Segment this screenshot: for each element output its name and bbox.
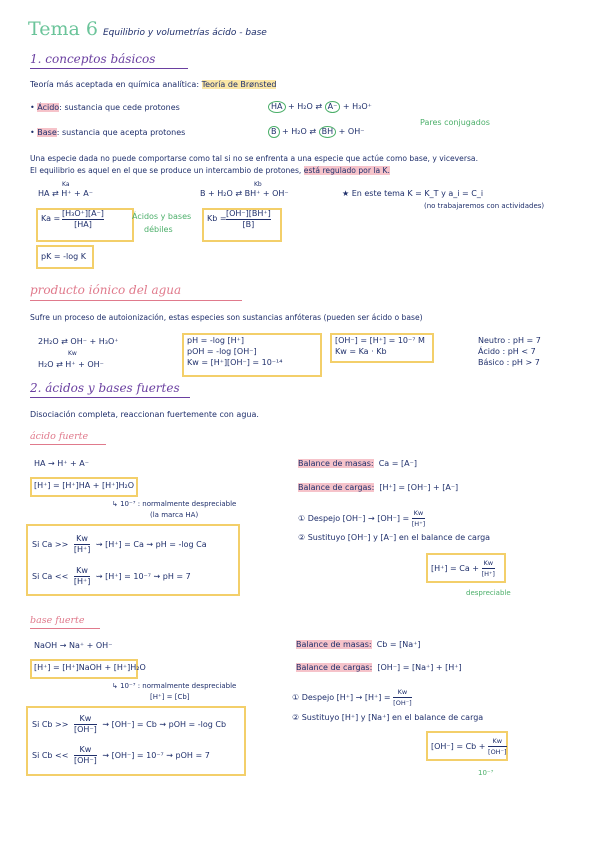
heading-underline (30, 68, 188, 69)
acid-negligible-note-2: (la marca HA) (150, 511, 199, 519)
ka-arrow-label: Ka (62, 181, 70, 188)
kb-equilibrium: B + H₂O ⇄ BH⁺ + OH⁻ (200, 189, 289, 198)
kb-expr: [OH⁻][BH⁺] [B] (226, 209, 271, 229)
ka-expr: [H₃O⁺][A⁻] [HA] (62, 209, 104, 229)
section-heading-conceptos: 1. conceptos básicos (30, 52, 156, 66)
weak-note-2: débiles (144, 225, 173, 234)
pk-formula: pK = -log K (41, 252, 86, 261)
ka-equilibrium: HA ⇄ H⁺ + A⁻ (38, 189, 93, 198)
dissociation-line: Disociación completa, reaccionan fuertemente con agua. (30, 410, 259, 419)
kw-def: Kw = [H⁺][OH⁻] = 10⁻¹⁴ (187, 358, 283, 367)
base-result: [OH⁻] = Cb + $\frac{Kw}{[OH^-]}$ (431, 737, 507, 756)
base-negligible-note-2: [H⁺] = [Cb] (150, 693, 190, 701)
section-heading-producto-ionico: producto iónico del agua (30, 283, 182, 297)
negligible-label: despreciable (466, 589, 511, 597)
paragraph-1: Una especie dada no puede comportarse como tal si no se enfrenta a una especie que actúe como base, y viceversa. (30, 154, 478, 163)
activities-note: (no trabajaremos con actividades) (424, 202, 545, 210)
base-negligible-label: 10⁻⁷ (478, 769, 494, 777)
acid-charge-balance: Balance de cargas: [H⁺] = [OH⁻] + [A⁻] (298, 483, 459, 492)
acid-h-sum: [H⁺] = [H⁺]HA + [H⁺]H₂O (34, 481, 135, 490)
base-mass-balance: Balance de masas: Cb = [Na⁺] (296, 640, 421, 649)
subheading-base-fuerte: base fuerte (30, 615, 85, 626)
theory-line: Teoría más aceptada en química analítica: Teoría de Brønsted (30, 80, 277, 89)
acid-step-2: ② Sustituyo [OH⁻] y [A⁻] en el balance de carga (298, 533, 491, 542)
base-step-1: ① Despejo [H⁺] → [H⁺] = $\frac{Kw}{[OH^-]}$ (292, 688, 412, 707)
page-title: Tema 6 (28, 18, 98, 40)
subheading-underline (30, 628, 100, 629)
basic-ph: Básico : pH > 7 (478, 358, 540, 367)
base-case-1: Si Cb >> $\frac{Kw}{[OH^-]}$ ⇝ [OH⁻] = Cb ⇝ pOH = -log Cb (32, 714, 227, 734)
heading-underline (30, 397, 190, 398)
kb-label: Kb = (207, 214, 227, 223)
kw-arrow-label: Kw (68, 350, 77, 357)
base-case-2: Si Cb << $\frac{Kw}{[OH^-]}$ ⇝ [OH⁻] = 10⁻⁷ ⇝ pOH = 7 (32, 745, 210, 765)
acid-ph: Ácido : pH < 7 (478, 347, 536, 356)
kb-arrow-label: Kb (254, 181, 262, 188)
strong-base-eq: NaOH → Na⁺ + OH⁻ (34, 641, 113, 650)
base-definition: • Base: sustancia que acepta protones (30, 128, 186, 137)
base-charge-balance: Balance de cargas: [OH⁻] = [Na⁺] + [H⁺] (296, 663, 462, 672)
weak-note-1: Ácidos y bases (132, 212, 192, 221)
conjugate-pairs-note: Pares conjugados (420, 118, 490, 127)
acid-case-1: Si Ca >> $\frac{Kw}{[H^+]}$ ⇝ [H⁺] = Ca ⇝ pH = -log Ca (32, 534, 207, 554)
page-subtitle: Equilibrio y volumetrías ácido - base (103, 28, 267, 38)
kw-ka-kb: Kw = Ka · Kb (335, 347, 387, 356)
subheading-acido-fuerte: ácido fuerte (30, 431, 89, 442)
subheading-underline (30, 444, 106, 445)
base-h-sum: [H⁺] = [H⁺]NaOH + [H⁺]H₂O (34, 663, 146, 672)
neutral-conc: [OH⁻] = [H⁺] = 10⁻⁷ M (335, 336, 425, 345)
section-heading-fuertes: 2. ácidos y bases fuertes (30, 381, 180, 395)
ka-label: Ka = (41, 214, 61, 223)
acid-result: [H⁺] = Ca + $\frac{Kw}{[H^+]}$ (431, 559, 495, 578)
base-negligible-note: ↳ 10⁻⁷ : normalmente despreciable (112, 682, 237, 690)
acid-equation: HA + H₂O ⇄ A⁻ + H₃O⁺ (268, 101, 372, 113)
strong-acid-eq: HA → H⁺ + A⁻ (34, 459, 89, 468)
heading-underline (30, 300, 242, 301)
base-step-2: ② Sustituyo [H⁺] y [Na⁺] en el balance de carga (292, 713, 484, 722)
bronsted-highlight: Teoría de Brønsted (201, 80, 277, 89)
water-eq-1: 2H₂O ⇄ OH⁻ + H₃O⁺ (38, 337, 119, 346)
acid-case-2: Si Ca << $\frac{Kw}{[H^+]}$ ⇝ [H⁺] = 10⁻⁷ ⇝ pH = 7 (32, 566, 191, 586)
autoionization-line: Sufre un proceso de autoionización, estas especies son sustancias anfóteras (pueden ser ácido o base) (30, 313, 423, 322)
base-equation: B + H₂O ⇄ BH + OH⁻ (268, 126, 364, 138)
acid-step-1: ① Despejo [OH⁻] → [OH⁻] = $\frac{Kw}{[H^+]}$ (298, 509, 426, 528)
acid-definition: • Ácido: sustancia que cede protones (30, 103, 180, 112)
theme-note: ★ En este tema K = K_T y a_i = C_i (342, 189, 484, 198)
acid-mass-balance: Balance de masas: Ca = [A⁻] (298, 459, 417, 468)
paragraph-2: El equilibrio es aquel en el que se produce un intercambio de protones, está regulado por la K. (30, 166, 390, 175)
acid-negligible-note: ↳ 10⁻⁷ : normalmente despreciable (112, 500, 237, 508)
ph-def: pH = -log [H⁺] (187, 336, 244, 345)
water-eq-2: H₂O ⇄ H⁺ + OH⁻ (38, 360, 104, 369)
poh-def: pOH = -log [OH⁻] (187, 347, 257, 356)
neutral-ph: Neutro : pH = 7 (478, 336, 541, 345)
